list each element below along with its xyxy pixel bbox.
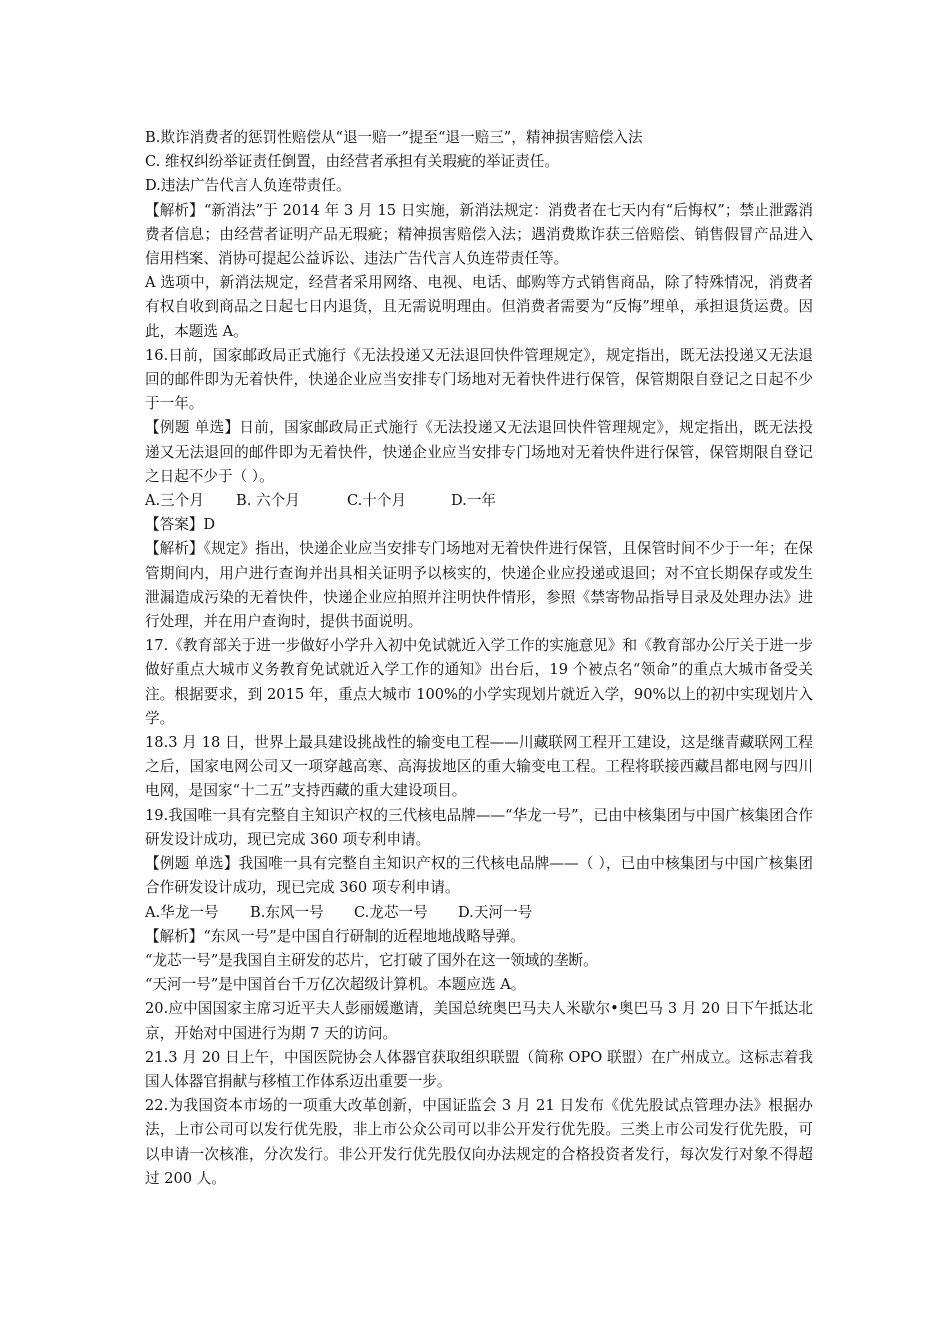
option-c-text: C. 维权纠纷举证责任倒置，由经营者承担有关瑕疵的举证责任。: [145, 153, 559, 171]
q19-option-a: A.华龙一号: [145, 903, 219, 921]
item-19: 19.我国唯一具有完整自主知识产权的三代核电品牌——“华龙一号”，已由中核集团与中国广核集团合作研发设计成功，现已完成 360 项专利申请。: [145, 806, 813, 848]
analysis-paragraph: 【解析】《规定》指出，快递企业应当安排专门场地对无着快件进行保管，且保管时间不少于一年；在保管期间内，用户进行查询并出具相关证明予以核实的，快递企业应投递或退回；对不宜长期保存或发生泄漏造成污染的无着快件，快递企业应拍照并注明快件情形，参照《禁寄物品指导目录及处理办法》进行处理，并在用户查询时，提供书面说明。: [145, 540, 813, 631]
analysis-paragraph: 【解析】“新消法”于 2014 年 3 月 15 日实施，新消法规定：消费者在七天内有“后悔权”；禁止泄露消费者信息；由经营者证明产品无瑕疵；精神损害赔偿入法；遇消费欺诈获三倍赔偿、销售假冒产品进入信用档案、消协可提起公益诉讼、违法广告代言人负连带责任等。: [145, 201, 813, 268]
analysis-paragraph: A 选项中，新消法规定，经营者采用网络、电视、电话、邮购等方式销售商品，除了特殊情况，消费者有权自收到商品之日起七日内退货，且无需说明理由。但消费者需要为“反悔”埋单，承担退货运费。因此，本题选 A。: [145, 274, 813, 340]
option-b-text: B.欺诈消费者的惩罚性赔偿从“退一赔一”提至“退一赔三”，精神损害赔偿入法: [145, 129, 643, 146]
analysis-line: “龙芯一号”是我国自主研发的芯片，它打破了国外在这一领域的垄断。: [145, 951, 598, 969]
example-question-19: 【例题 单选】我国唯一具有完整自主知识产权的三代核电品牌——（ ），已由中核集团与中国广核集团合作研发设计成功，现已完成 360 项专利申请。: [145, 855, 813, 897]
q16-option-d: D.一年: [451, 492, 497, 510]
item-20: 20.应中国国家主席习近平夫人彭丽媛邀请，美国总统奥巴马夫人米歇尔•奥巴马 3 月 20 日下午抵达北京，开始对中国进行为期 7 天的访问。: [145, 1000, 813, 1042]
q16-option-a: A.三个月: [145, 492, 204, 510]
analysis-line: “天河一号”是中国首台千万亿次超级计算机。本题应选 A。: [145, 976, 526, 994]
analysis-paragraph: 【解析】“东风一号”是中国自行研制的近程地地战略导弹。: [145, 927, 525, 945]
q19-option-c: C.龙芯一号: [354, 903, 428, 921]
q16-option-c: C.十个月: [347, 492, 407, 510]
q16-answer: 【答案】D: [145, 516, 216, 534]
q16-option-b: B. 六个月: [236, 492, 300, 510]
option-d-text: D.违法广告代言人负连带责任。: [145, 177, 351, 195]
q19-option-d: D.天河一号: [458, 903, 533, 921]
item-16: 16.日前，国家邮政局正式施行《无法投递又无法退回快件管理规定》，规定指出，既无法投递又无法退回的邮件即为无着快件，快递企业应当安排专门场地对无着快件进行保管，保管期限自登记之日起不少于一年。: [145, 346, 813, 413]
document-body: [145, 126, 813, 1191]
item-17: 17.《教育部关于进一步做好小学升入初中免试就近入学工作的实施意见》和《教育部办公厅关于进一步做好重点大城市义务教育免试就近入学工作的通知》出台后，19 个被点名“领命”的重点大城市备受关注。根据要求，到 2015 年，重点大城市 100%的小学实现划片就近入学，90%以上的初中实现划片入学。: [145, 637, 813, 727]
item-21: 21.3 月 20 日上午，中国医院协会人体器官获取组织联盟（简称 OPO 联盟）在广州成立。这标志着我国人体器官捐献与移植工作体系迈出重要一步。: [145, 1048, 813, 1090]
example-question-16: 【例题 单选】日前，国家邮政局正式施行《无法投递又无法退回快件管理规定》，规定指出，既无法投递又无法退回的邮件即为无着快件，快递企业应当安排专门场地对无着快件进行保管，保管期限自登记之日起不少于（ ）。: [145, 419, 813, 485]
q16-options: [145, 489, 813, 513]
q19-option-b: B.东风一号: [250, 903, 324, 921]
item-18: 18.3 月 18 日，世界上最具建设挑战性的输变电工程——川藏联网工程开工建设，这是继青藏联网工程之后，国家电网公司又一项穿越高寒、高海拔地区的重大输变电工程。工程将联接西藏昌都电网与四川电网，是国家“十二五”支持西藏的重大建设项目。: [145, 734, 813, 800]
q19-options: [145, 901, 813, 925]
item-22: 22.为我国资本市场的一项重大改革创新，中国证监会 3 月 21 日发布《优先股试点管理办法》根据办法，上市公司可以发行优先股，非上市公众公司可以非公开发行优先股。三类上市公司发行优先股，可以申请一次核准，分次发行。非公开发行优先股仅向办法规定的合格投资者发行，每次发行对象不得超过 200 人。: [145, 1097, 813, 1187]
